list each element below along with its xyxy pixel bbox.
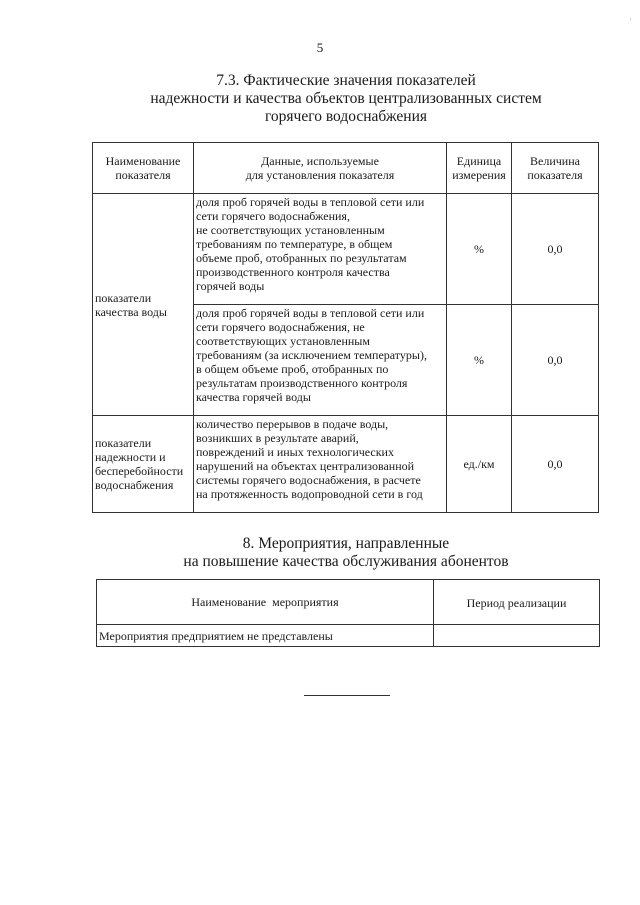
row-3-description: количество перерывов в подаче воды, возникших в результате аварий, повреждений и иных технологических нарушений на объектах централизованной системы горячего водоснабжения, в расчете на протяженность водопроводной сети в год (194, 416, 447, 513)
header-indicator-name: Наименование показателя (93, 143, 194, 194)
page-number: 5 (316, 40, 324, 55)
row-3-unit: ед./км (447, 416, 512, 513)
section-7-3-title-line-2: надежности и качества объектов централизованных систем (150, 90, 542, 107)
measure-name-cell: Мероприятия предприятием не представлены (97, 625, 434, 647)
header-value: Величина показателя (512, 143, 599, 194)
row-2-value: 0,0 (512, 305, 599, 416)
section-7-3-title-line-1: 7.3. Фактические значения показателей (216, 72, 476, 89)
measures-table (96, 579, 600, 647)
section-7-3-title (96, 72, 596, 126)
indicators-table-header (93, 143, 599, 194)
row-1-value: 0,0 (512, 194, 599, 305)
section-8-title (96, 535, 596, 571)
scan-mark: · (629, 14, 632, 24)
section-8-title-line-1: 8. Мероприятия, направленные (242, 535, 450, 552)
table-row (93, 194, 599, 305)
section-7-3-title-line-3: горячего водоснабжения (264, 108, 428, 125)
table-row (93, 416, 599, 513)
group-reliability-label: показатели надежности и бесперебойности водоснабжения (93, 416, 194, 513)
header-measure-name: Наименование мероприятия (97, 580, 434, 625)
closing-divider (304, 695, 390, 696)
header-period: Период реализации (434, 580, 600, 625)
measure-period-cell (434, 625, 600, 647)
row-1-description: доля проб горячей воды в тепловой сети или сети горячего водоснабжения, не соответствующих установленным требованиям по температуре, в общем объеме проб, отобранных по результатам производственного контроля качества горячей воды (194, 194, 447, 305)
row-2-description: доля проб горячей воды в тепловой сети или сети горячего водоснабжения, не соответствующих установленным требованиям (за исключением температуры), в общем объеме проб, отобранных по результатам производственного контроля качества горячей воды (194, 305, 447, 416)
header-unit: Единица измерения (447, 143, 512, 194)
group-water-quality-label: показатели качества воды (93, 194, 194, 416)
section-8-title-line-2: на повышение качества обслуживания абонентов (183, 553, 509, 570)
indicators-table (92, 142, 599, 513)
row-3-value: 0,0 (512, 416, 599, 513)
header-data-used: Данные, используемые для установления показателя (194, 143, 447, 194)
row-2-unit: % (447, 305, 512, 416)
row-1-unit: % (447, 194, 512, 305)
measures-table-header (97, 580, 600, 625)
table-row (97, 625, 600, 647)
